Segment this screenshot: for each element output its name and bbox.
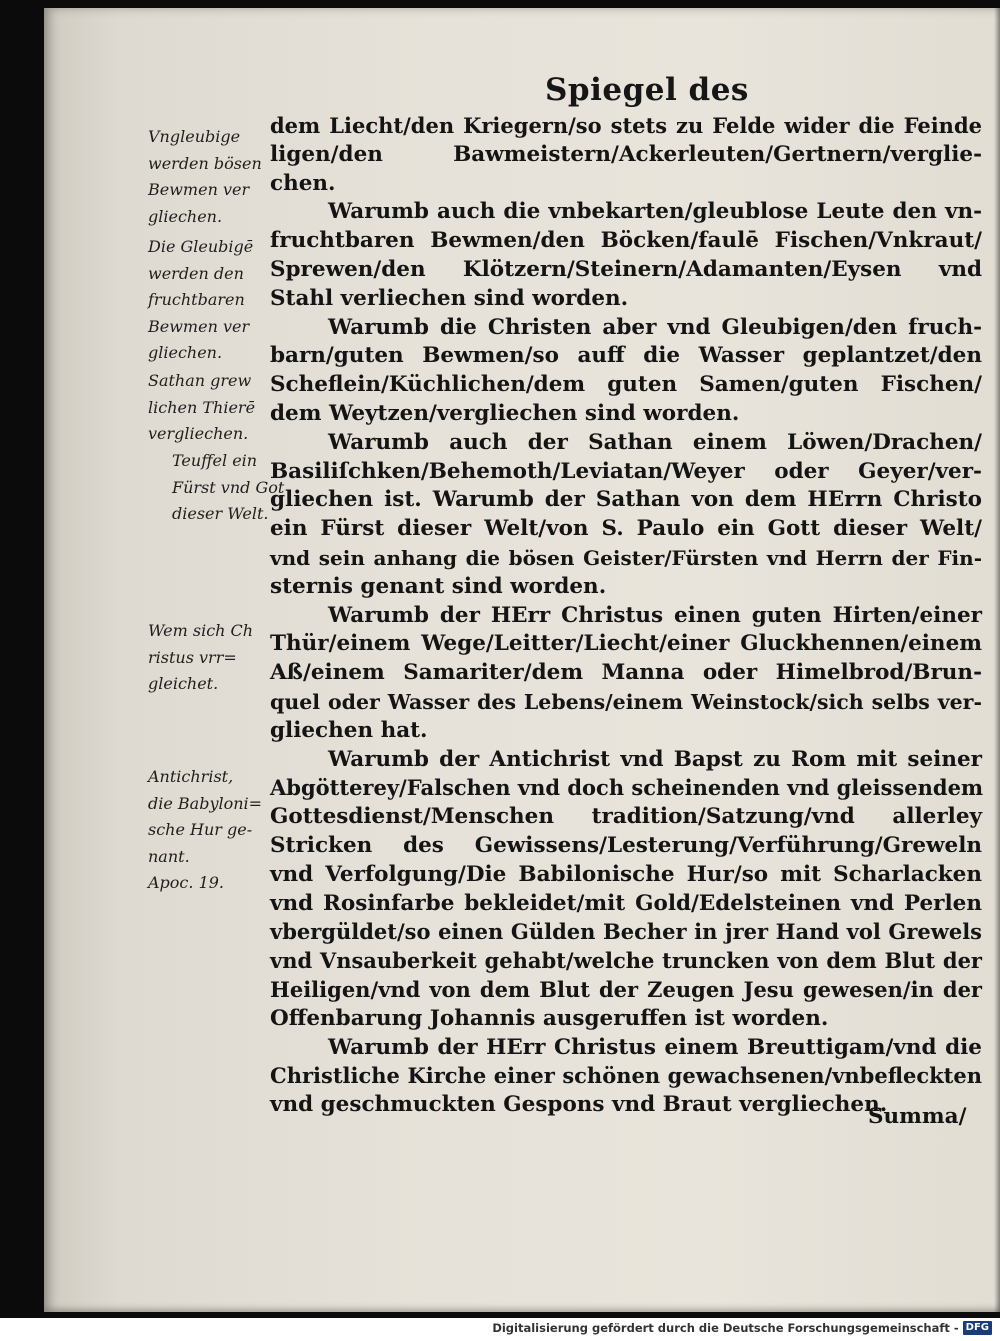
margin-note-line: lichen Thierē	[148, 397, 256, 417]
text-line: Heiligen/vnd von dem Blut der Zeugen Jesu gewesen/in der	[270, 976, 982, 1002]
margin-note-line: sche Hur ge-	[148, 820, 253, 839]
margin-note-line: gleichet.	[148, 674, 219, 693]
text-line: Warumb der Antichrist vnd Bapst zu Rom mit seiner	[328, 746, 982, 772]
margin-note-line: dieser Welt.	[172, 504, 269, 523]
margin-note-gleubige	[148, 234, 253, 367]
margin-note-line: Wem sich Ch	[148, 621, 254, 640]
margin-note-sathan	[148, 368, 255, 448]
text-line: Stahl verliechen sind worden.	[270, 285, 629, 311]
text-line: vnd sein anhang die bösen Geister/Fürsten vnd Herrn der Fin-	[270, 545, 982, 570]
text-line: ein Fürst dieser Welt/von S. Paulo ein Gott dieser Welt/	[270, 516, 982, 542]
margin-note-antichrist	[148, 764, 262, 897]
text-line: Warumb auch der Sathan einem Löwen/Drachen/	[328, 429, 982, 455]
text-line: chen.	[270, 170, 336, 196]
main-text	[270, 112, 982, 1120]
margin-note-line: Teuffel ein	[172, 451, 258, 470]
dfg-logo-icon	[963, 1321, 992, 1335]
text-line: Christliche Kirche einer schönen gewachsenen/vnbefleckten	[270, 1063, 982, 1089]
text-line: ligen/den Bawmeistern/Ackerleuten/Gertnern/verglie-	[270, 141, 982, 167]
text-line: vbergüldet/so einen Gülden Becher in jrer Hand vol Grewels	[270, 919, 982, 945]
running-head: Spiegel des	[545, 72, 749, 108]
text-line: Warumb die Christen aber vnd Gleubigen/den fruch-	[328, 314, 982, 340]
margin-note-line: ristus vrr=	[148, 647, 237, 667]
text-line: Abgötterey/Falschen vnd doch scheinenden vnd gleissendem	[270, 775, 984, 801]
margin-note-line: werden den	[148, 263, 244, 283]
text-line: Aß/einem Samariter/dem Manna oder Himelbrod/Brun-	[270, 660, 982, 686]
text-line: gliechen ist. Warumb der Sathan von dem HErrn Christo	[270, 487, 982, 513]
text-line: quel oder Wasser des Lebens/einem Weinstock/sich selbs ver-	[270, 689, 982, 714]
text-line: fruchtbaren Bewmen/den Böcken/faulē Fischen/Vnkraut/	[270, 228, 982, 254]
text-line: Scheflein/Küchlichen/dem guten Samen/guten Fischen/	[270, 372, 982, 398]
text-line: Thür/einem Wege/Leitter/Liecht/einer Gluckhennen/einem	[270, 631, 982, 657]
text-line: dem Weytzen/vergliechen sind worden.	[270, 400, 740, 426]
text-line: Warumb der HErr Christus einen guten Hirten/einer	[328, 602, 982, 628]
margin-note-line: die Babyloni=	[148, 793, 263, 813]
dfg-logo-text: DFG	[963, 1321, 992, 1335]
text-line: Basiliſchken/Behemoth/Leviatan/Weyer oder Geyer/ver-	[270, 458, 982, 484]
margin-note-line: gliechen.	[148, 343, 223, 362]
text-line: vnd geschmuckten Gespons vnd Braut vergliechen.	[270, 1092, 888, 1118]
margin-note-line: Bewmen ver	[148, 180, 250, 199]
margin-note-line: Fürst vnd Got	[172, 477, 285, 497]
margin-note-line: Apoc. 19.	[148, 873, 225, 892]
margin-note-line: Antichrist,	[148, 767, 234, 786]
margin-note-line: gliechen.	[148, 206, 223, 226]
margin-note-vngleubige	[148, 124, 262, 230]
text-line: vnd Verfolgung/Die Babilonische Hur/so mit Scharlacken	[270, 861, 982, 887]
text-line: Warumb auch die vnbekarten/gleublose Leute den vn-	[328, 199, 982, 225]
text-line: barn/guten Bewmen/so auff die Wasser geplantzet/den	[270, 343, 982, 369]
digitization-footer	[492, 1321, 992, 1335]
margin-note-teuffel	[172, 448, 284, 528]
margin-note-line: Sathan grew	[148, 371, 252, 390]
margin-note-line: vergliechen.	[148, 424, 249, 443]
margin-note-line: werden bösen	[148, 153, 262, 173]
text-line: vnd Vnsauberkeit gehabt/welche truncken von dem Blut der	[270, 948, 982, 974]
text-line: vnd Rosinfarbe bekleidet/mit Gold/Edelsteinen vnd Perlen	[270, 890, 982, 916]
text-line: sternis genant sind worden.	[270, 573, 607, 599]
margin-note-line: Die Gleubigē	[148, 237, 254, 256]
margin-note-line: fruchtbaren	[148, 290, 245, 309]
text-line: Gottesdienst/Menschen tradition/Satzung/vnd allerley	[270, 804, 982, 830]
text-line: gliechen hat.	[270, 717, 428, 743]
text-line: Offenbarung Johannis ausgeruffen ist worden.	[270, 1005, 829, 1031]
funding-notice: Digitalisierung gefördert durch die Deutsche Forschungsgemeinschaft -	[492, 1321, 959, 1335]
margin-note-line: nant.	[148, 846, 190, 866]
text-line: Stricken des Gewissens/Lesterung/Verführung/Greweln	[270, 832, 982, 858]
text-line: Warumb der HErr Christus einem Breuttigam/vnd die	[328, 1034, 982, 1060]
margin-note-line: Vngleubige	[148, 127, 241, 146]
text-line: Sprewen/den Klötzern/Steinern/Adamanten/Eysen vnd	[270, 256, 982, 282]
margin-note-line: Bewmen ver	[148, 316, 250, 336]
text-line: dem Liecht/den Kriegern/so stets zu Felde wider die Feinde	[270, 113, 982, 138]
margin-note-christum	[148, 618, 253, 698]
catchword: Summa/	[868, 1104, 967, 1129]
